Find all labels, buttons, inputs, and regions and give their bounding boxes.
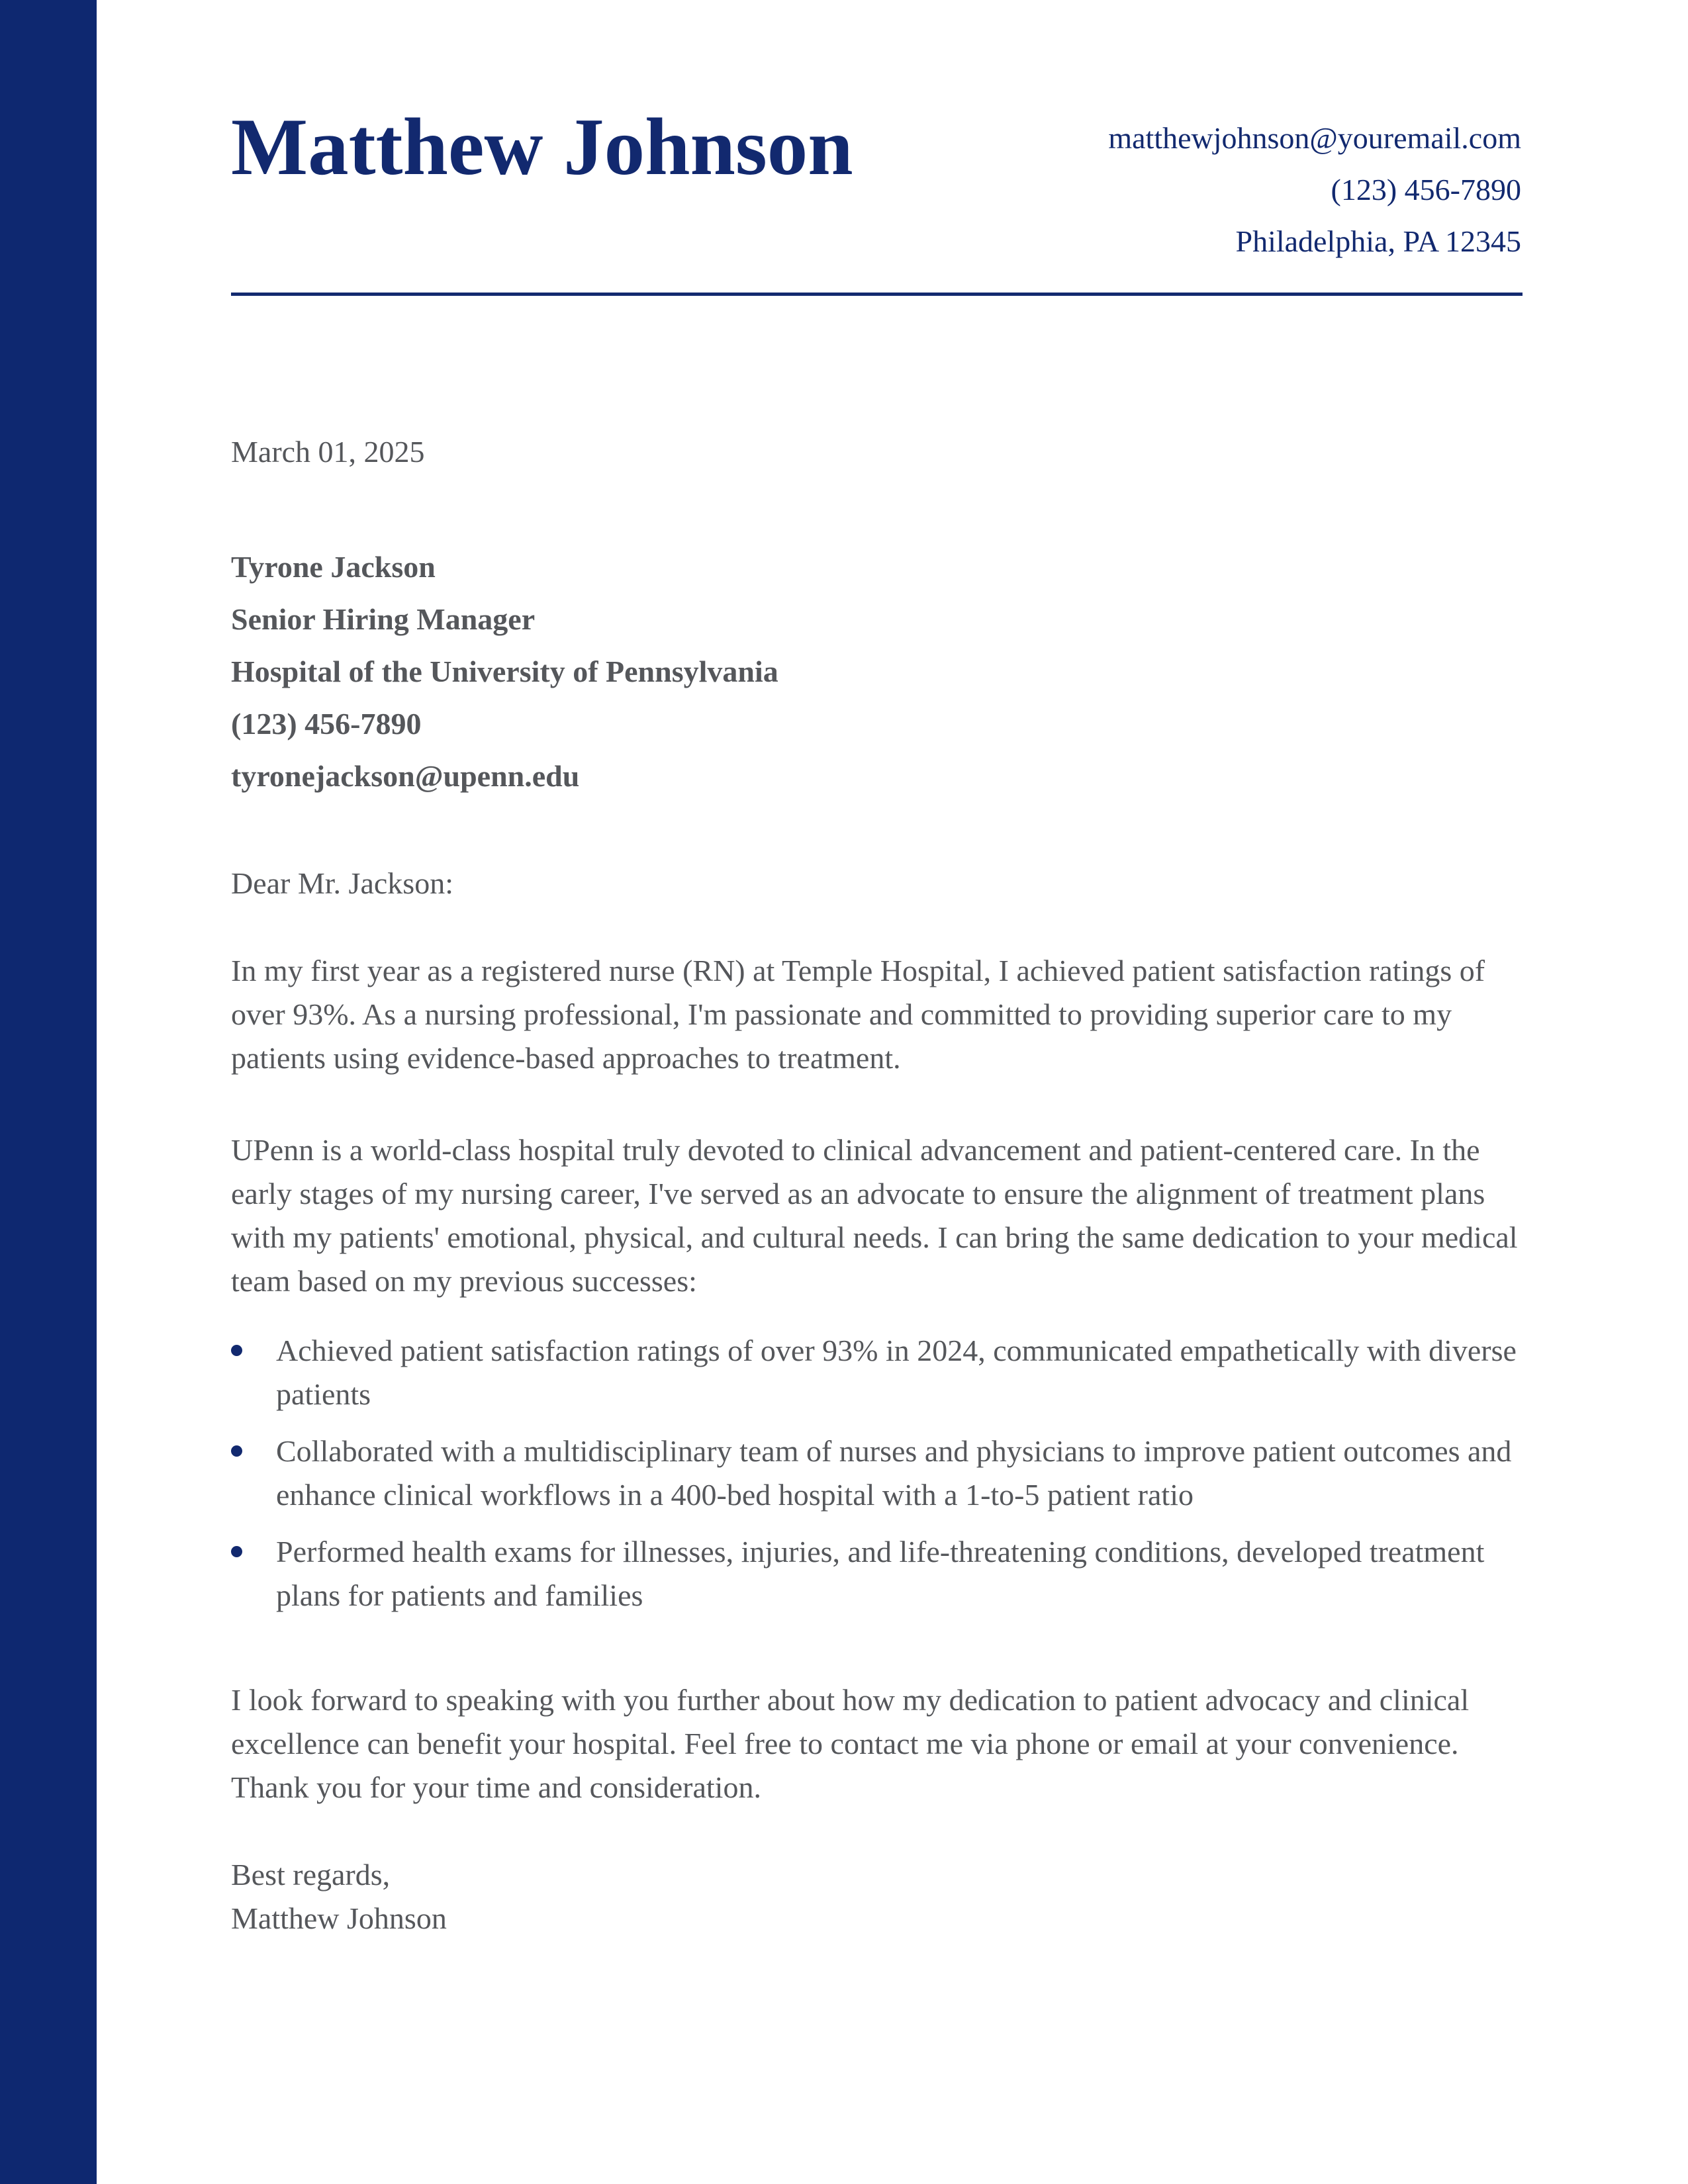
closing-signature: Matthew Johnson <box>231 1901 447 1935</box>
list-item <box>231 1430 1525 1517</box>
sidebar-accent-bar <box>0 0 97 2184</box>
sender-email: matthewjohnson@youremail.com <box>1108 121 1521 155</box>
list-item-text: Achieved patient satisfaction ratings of over 93% in 2024, communicated empathetically with diverse patients <box>276 1334 1517 1411</box>
achievements-list <box>231 1329 1525 1631</box>
list-item <box>231 1329 1525 1416</box>
sender-name: Matthew Johnson <box>231 101 853 192</box>
body-paragraph-3: I look forward to speaking with you further about how my dedication to patient advocacy and clinical excellence can benefit your hospital. Feel free to contact me via phone or email at your convenience. Thank you for your time and consideration. <box>231 1683 1470 1804</box>
body-paragraph-1: In my first year as a registered nurse (RN) at Temple Hospital, I achieved patient satisfaction ratings of over 93%. As a nursing professional, I'm passionate and committed to providing superior care to my patients using evidence-based approaches to treatment. <box>231 954 1485 1075</box>
recipient-phone: (123) 456-7890 <box>231 707 422 741</box>
recipient-name: Tyrone Jackson <box>231 550 436 584</box>
greeting: Dear Mr. Jackson: <box>231 866 453 900</box>
recipient-email: tyronejackson@upenn.edu <box>231 759 580 793</box>
sender-location: Philadelphia, PA 12345 <box>1235 224 1521 258</box>
closing-salutation: Best regards, <box>231 1858 391 1891</box>
letter-date: March 01, 2025 <box>231 435 425 469</box>
recipient-organization: Hospital of the University of Pennsylvania <box>231 655 778 688</box>
recipient-block <box>231 541 1525 802</box>
bullet-icon <box>231 1546 242 1557</box>
recipient-title: Senior Hiring Manager <box>231 602 536 636</box>
list-item <box>231 1530 1525 1617</box>
closing-block <box>231 1853 1525 1940</box>
header-divider <box>231 293 1523 296</box>
list-item-text: Collaborated with a multidisciplinary team of nurses and physicians to improve patient outcomes and enhance clinical workflows in a 400-bed hospital with a 1-to-5 patient ratio <box>276 1434 1512 1512</box>
sender-contact-block <box>793 113 1521 267</box>
sender-phone: (123) 456-7890 <box>1331 173 1521 206</box>
list-item-text: Performed health exams for illnesses, injuries, and life-threatening conditions, developed treatment plans for patients and families <box>276 1535 1485 1612</box>
bullet-icon <box>231 1345 242 1356</box>
bullet-icon <box>231 1445 242 1457</box>
body-paragraph-2: UPenn is a world-class hospital truly devoted to clinical advancement and patient-centered care. In the early stages of my nursing career, I've served as an advocate to ensure the alignment of treatment plans with my patients' emotional, physical, and cultural needs. I can bring the same dedication to your medical team based on my previous successes: <box>231 1133 1518 1298</box>
